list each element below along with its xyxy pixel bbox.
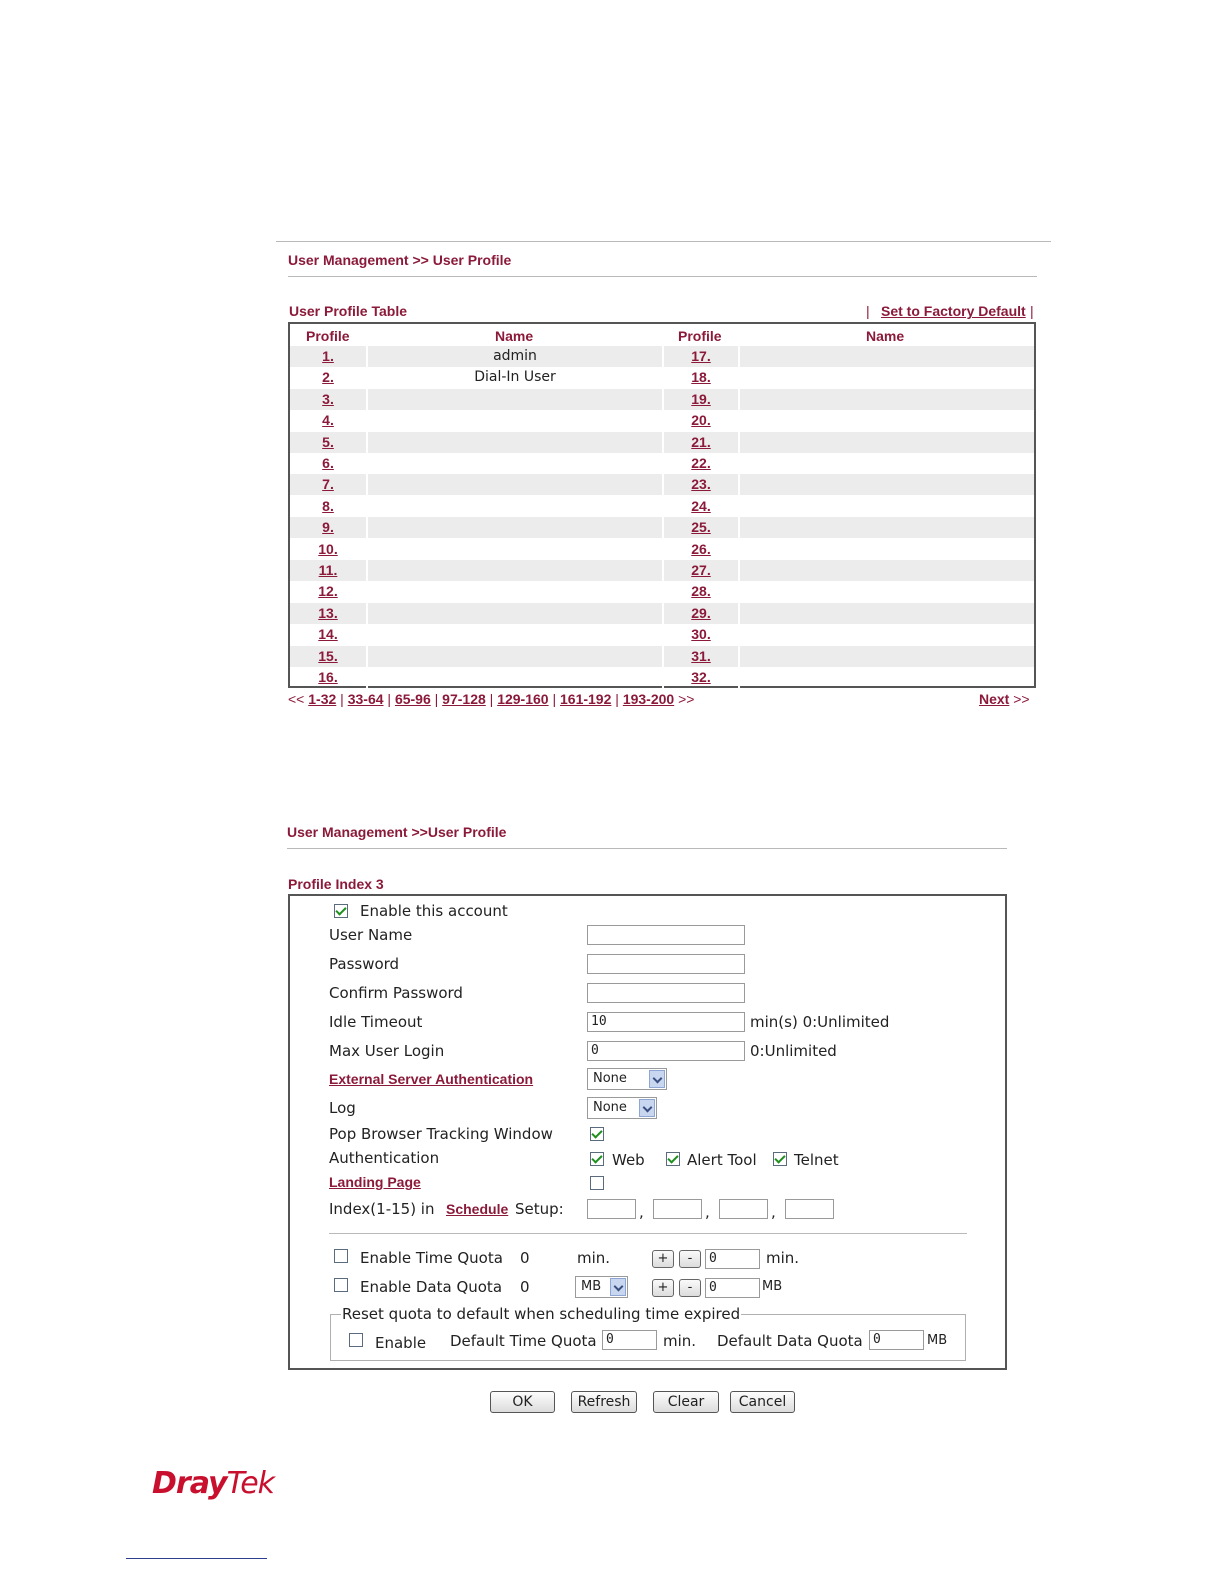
profile-link[interactable]: 32. <box>691 669 711 685</box>
table-row <box>290 367 1034 388</box>
data-quota-plus-button[interactable]: + <box>652 1279 674 1297</box>
schedule-suffix: Setup: <box>515 1200 564 1218</box>
schedule-prefix: Index(1-15) in <box>329 1200 435 1218</box>
profile-name <box>740 432 1034 453</box>
page-link-161-192[interactable]: 161-192 <box>560 691 612 707</box>
max-login-label: Max User Login <box>329 1042 445 1060</box>
profile-name <box>368 539 662 560</box>
profile-link[interactable]: 21. <box>691 433 711 450</box>
data-quota-unit2: MB <box>762 1279 783 1294</box>
cell-divider <box>366 624 368 645</box>
page-link-129-160[interactable]: 129-160 <box>497 691 549 707</box>
password-label: Password <box>329 955 400 973</box>
time-quota-current: 0 <box>520 1249 530 1267</box>
table-row <box>290 539 1034 560</box>
cell-divider <box>738 474 740 495</box>
confirm-password-label: Confirm Password <box>329 984 463 1002</box>
breadcrumb-rule <box>288 276 1037 277</box>
profile-name <box>740 410 1034 431</box>
time-quota-plus-button[interactable]: + <box>652 1250 674 1268</box>
schedule-index-1[interactable] <box>587 1199 636 1219</box>
set-factory-default-link[interactable]: Set to Factory Default <box>881 303 1026 319</box>
cell-divider <box>738 581 740 602</box>
draytek-logo <box>152 1466 274 1501</box>
profile-link[interactable]: 6. <box>322 455 334 471</box>
profile-link[interactable]: 19. <box>691 390 711 407</box>
profile-name <box>740 560 1034 581</box>
factory-default-sep-right: | <box>1030 303 1034 319</box>
user-name-label: User Name <box>329 926 413 944</box>
column-header-profile-1: Profile <box>306 328 350 344</box>
data-quota-label: Enable Data Quota <box>360 1278 503 1296</box>
form-breadcrumb-rule <box>287 848 1007 849</box>
pagination-prev-arrow: << <box>288 691 305 707</box>
schedule-comma: , <box>771 1203 776 1221</box>
time-quota-unit2: min. <box>766 1249 800 1267</box>
profile-name <box>368 624 662 645</box>
cell-divider <box>662 453 664 474</box>
cell-divider <box>366 367 368 388</box>
factory-default-sep-left: | <box>866 303 870 319</box>
table-title: User Profile Table <box>289 303 408 319</box>
user-name-input[interactable] <box>587 925 745 945</box>
cell-divider <box>738 603 740 624</box>
profile-link[interactable]: 16. <box>318 669 338 685</box>
profile-name <box>368 560 662 581</box>
table-row <box>290 517 1034 538</box>
profile-name <box>368 474 662 495</box>
max-login-hint: 0:Unlimited <box>750 1042 837 1060</box>
top-rule <box>276 241 1051 242</box>
profile-link[interactable]: 10. <box>318 540 338 557</box>
refresh-button[interactable]: Refresh <box>571 1391 637 1413</box>
table-row <box>290 389 1034 410</box>
cell-divider <box>662 560 664 581</box>
profile-form <box>288 894 1007 1370</box>
next-page <box>979 691 1030 707</box>
cell-divider <box>366 560 368 581</box>
external-auth-link[interactable]: External Server Authentication <box>329 1071 534 1087</box>
ok-button[interactable]: OK <box>490 1391 555 1413</box>
schedule-index-4[interactable] <box>785 1199 834 1219</box>
confirm-password-input[interactable] <box>587 983 745 1003</box>
cell-divider <box>662 667 664 688</box>
authentication-label: Authentication <box>329 1149 440 1167</box>
profile-index-title: Profile Index 3 <box>288 876 384 892</box>
cell-divider <box>366 517 368 538</box>
schedule-index-2[interactable] <box>653 1199 702 1219</box>
landing-page-checkbox[interactable] <box>590 1176 604 1190</box>
profile-link[interactable]: 8. <box>322 497 334 514</box>
default-time-quota-input[interactable]: 0 <box>602 1330 657 1350</box>
auth-telnet-checkbox[interactable] <box>773 1152 787 1166</box>
profile-name <box>740 496 1034 517</box>
table-row <box>290 432 1034 453</box>
profile-name <box>740 603 1034 624</box>
table-row <box>290 646 1034 667</box>
profile-link[interactable]: 9. <box>322 519 334 536</box>
cell-divider <box>738 367 740 388</box>
column-header-name-2: Name <box>866 328 905 344</box>
quota-divider <box>329 1233 967 1234</box>
profile-name <box>740 667 1034 688</box>
auth-web-checkbox[interactable] <box>590 1152 604 1166</box>
pagination-sep: | <box>387 691 392 707</box>
enable-account-checkbox[interactable] <box>334 904 348 918</box>
cell-divider <box>366 581 368 602</box>
page-link-1-32[interactable]: 1-32 <box>308 691 337 707</box>
profile-link[interactable]: 18. <box>691 369 711 386</box>
profile-link[interactable]: 4. <box>322 412 334 429</box>
pagination-sep: | <box>340 691 344 707</box>
profile-link[interactable]: 29. <box>691 604 711 621</box>
table-row <box>290 560 1034 581</box>
cell-divider <box>662 517 664 538</box>
profile-name <box>740 346 1034 367</box>
data-quota-unit-value: MB <box>581 1279 602 1294</box>
profile-name: admin <box>493 348 537 364</box>
cell-divider <box>738 389 740 410</box>
pagination-sep: | <box>615 691 619 707</box>
cell-divider <box>662 474 664 495</box>
profile-link[interactable]: 14. <box>318 626 338 643</box>
profile-link[interactable]: 24. <box>691 497 711 514</box>
logo-part-1: Dray <box>152 1466 227 1501</box>
form-breadcrumb: User Management >>User Profile <box>287 824 507 840</box>
cell-divider <box>738 624 740 645</box>
password-input[interactable] <box>587 954 745 974</box>
auth-alert-tool-checkbox[interactable] <box>666 1152 680 1166</box>
auth-web-label: Web <box>612 1151 645 1169</box>
reset-enable-checkbox[interactable] <box>349 1333 363 1347</box>
external-auth-value: None <box>593 1071 627 1086</box>
profile-name <box>740 474 1034 495</box>
profile-name <box>740 646 1034 667</box>
logo-part-2: Tek <box>226 1466 275 1501</box>
profile-link[interactable]: 12. <box>318 583 338 600</box>
profile-name <box>740 389 1034 410</box>
schedule-index-3[interactable] <box>719 1199 768 1219</box>
cell-divider <box>738 517 740 538</box>
table-row <box>290 474 1034 495</box>
profile-link[interactable]: 26. <box>691 540 711 557</box>
profile-link[interactable]: 22. <box>691 455 711 471</box>
next-link[interactable]: Next <box>979 691 1010 707</box>
footer-rule <box>126 1558 267 1559</box>
profile-link[interactable]: 23. <box>691 476 711 493</box>
cell-divider <box>738 432 740 453</box>
pagination-sep: | <box>434 691 439 707</box>
profile-name <box>368 667 662 688</box>
max-login-input[interactable]: 0 <box>587 1041 745 1061</box>
idle-timeout-input[interactable]: 10 <box>587 1012 745 1032</box>
table-row <box>290 624 1034 645</box>
time-quota-unit: min. <box>577 1249 611 1267</box>
table-row <box>290 453 1034 474</box>
pagination <box>288 691 694 707</box>
log-value: None <box>593 1100 627 1115</box>
next-arrow: >> <box>1013 691 1030 707</box>
cell-divider <box>662 624 664 645</box>
profile-name <box>368 410 662 431</box>
cell-divider <box>662 389 664 410</box>
profile-name <box>368 496 662 517</box>
time-quota-minus-button[interactable]: - <box>679 1250 701 1268</box>
default-data-quota-input[interactable]: 0 <box>869 1330 924 1350</box>
cell-divider <box>366 389 368 410</box>
profile-name <box>740 517 1034 538</box>
cell-divider <box>662 432 664 453</box>
column-header-profile-2: Profile <box>678 328 722 344</box>
profile-link[interactable]: 3. <box>322 390 334 407</box>
profile-link[interactable]: 15. <box>318 647 338 664</box>
table-row <box>290 410 1034 431</box>
time-quota-label: Enable Time Quota <box>360 1249 503 1267</box>
profile-name <box>740 539 1034 560</box>
cell-divider <box>366 539 368 560</box>
profile-name: Dial-In User <box>474 369 556 386</box>
profile-link[interactable]: 13. <box>318 604 338 621</box>
cell-divider <box>662 539 664 560</box>
cell-divider <box>662 581 664 602</box>
table-row <box>290 346 1034 367</box>
profile-link[interactable]: 28. <box>691 583 711 600</box>
pop-window-checkbox[interactable] <box>590 1127 604 1141</box>
cell-divider <box>738 410 740 431</box>
cell-divider <box>366 346 368 367</box>
default-time-quota-label: Default Time Quota <box>450 1332 597 1350</box>
cell-divider <box>738 667 740 688</box>
data-quota-unit-select[interactable] <box>575 1276 628 1298</box>
chevron-down-icon <box>649 1070 665 1088</box>
enable-account-label: Enable this account <box>360 902 508 920</box>
cell-divider <box>366 410 368 431</box>
data-quota-minus-button[interactable]: - <box>679 1279 701 1297</box>
profile-link[interactable]: 2. <box>322 369 334 386</box>
pagination-sep: | <box>489 691 494 707</box>
reset-quota-legend: Reset quota to default when scheduling time expired <box>342 1305 741 1323</box>
pop-window-label: Pop Browser Tracking Window <box>329 1125 553 1143</box>
profile-name <box>740 581 1034 602</box>
profile-name <box>368 517 662 538</box>
table-row <box>290 581 1034 602</box>
profile-link[interactable]: 25. <box>691 519 711 536</box>
cell-divider <box>366 646 368 667</box>
cell-divider <box>366 453 368 474</box>
time-quota-input[interactable]: 0 <box>705 1249 760 1269</box>
profile-name <box>740 624 1034 645</box>
profile-name <box>368 603 662 624</box>
page-link-33-64[interactable]: 33-64 <box>347 691 384 707</box>
data-quota-input[interactable]: 0 <box>705 1278 760 1298</box>
page-link-193-200[interactable]: 193-200 <box>622 691 675 707</box>
profile-link[interactable]: 7. <box>322 476 334 493</box>
cancel-button[interactable]: Cancel <box>730 1391 795 1413</box>
column-header-name-1: Name <box>495 328 534 344</box>
cell-divider <box>662 496 664 517</box>
profile-name <box>368 453 662 474</box>
cell-divider <box>366 603 368 624</box>
user-profile-table <box>288 322 1036 688</box>
profile-link[interactable]: 11. <box>318 562 338 578</box>
auth-alert-tool-label: Alert Tool <box>687 1151 757 1169</box>
external-auth-select[interactable] <box>587 1068 667 1090</box>
cell-divider <box>738 539 740 560</box>
table-row <box>290 667 1034 688</box>
cell-divider <box>662 603 664 624</box>
cell-divider <box>662 410 664 431</box>
schedule-link[interactable]: Schedule <box>446 1201 509 1217</box>
cell-divider <box>738 496 740 517</box>
pagination-next-arrow: >> <box>678 691 695 707</box>
cell-divider <box>662 367 664 388</box>
auth-telnet-label: Telnet <box>794 1151 839 1169</box>
profile-link[interactable]: 31. <box>691 647 711 664</box>
profile-link[interactable]: 30. <box>691 626 711 643</box>
page-link-65-96[interactable]: 65-96 <box>394 691 431 707</box>
log-select[interactable] <box>587 1097 657 1119</box>
profile-name <box>368 581 662 602</box>
schedule-comma: , <box>705 1203 710 1221</box>
schedule-comma: , <box>639 1203 644 1221</box>
chevron-down-icon <box>639 1099 655 1117</box>
default-data-quota-unit: MB <box>927 1333 948 1348</box>
idle-timeout-hint: min(s) 0:Unlimited <box>750 1013 890 1031</box>
profile-name <box>740 453 1034 474</box>
pagination-sep: | <box>552 691 557 707</box>
profile-name <box>368 646 662 667</box>
time-quota-checkbox[interactable] <box>334 1249 348 1263</box>
profile-link[interactable]: 27. <box>691 562 711 578</box>
default-time-quota-unit: min. <box>663 1332 697 1350</box>
cell-divider <box>366 474 368 495</box>
table-breadcrumb: User Management >> User Profile <box>288 252 512 268</box>
cell-divider <box>738 646 740 667</box>
cell-divider <box>738 346 740 367</box>
profile-link[interactable]: 20. <box>691 412 711 429</box>
cell-divider <box>662 346 664 367</box>
profile-name <box>368 389 662 410</box>
clear-button[interactable]: Clear <box>653 1391 719 1413</box>
landing-page-link[interactable]: Landing Page <box>329 1174 421 1190</box>
cell-divider <box>662 646 664 667</box>
cell-divider <box>738 453 740 474</box>
cell-divider <box>366 667 368 688</box>
profile-name <box>740 367 1034 388</box>
cell-divider <box>366 432 368 453</box>
profile-name <box>368 432 662 453</box>
profile-link[interactable]: 1. <box>322 348 334 364</box>
table-row <box>290 496 1034 517</box>
table-row <box>290 603 1034 624</box>
log-label: Log <box>329 1099 356 1117</box>
data-quota-checkbox[interactable] <box>334 1278 348 1292</box>
idle-timeout-label: Idle Timeout <box>329 1013 423 1031</box>
page-link-97-128[interactable]: 97-128 <box>442 691 486 707</box>
chevron-down-icon <box>610 1278 626 1296</box>
cell-divider <box>366 496 368 517</box>
profile-link[interactable]: 5. <box>322 433 334 450</box>
reset-enable-label: Enable <box>375 1334 427 1352</box>
cell-divider <box>738 560 740 581</box>
default-data-quota-label: Default Data Quota <box>717 1332 863 1350</box>
data-quota-current: 0 <box>520 1278 530 1296</box>
profile-link[interactable]: 17. <box>691 348 711 364</box>
